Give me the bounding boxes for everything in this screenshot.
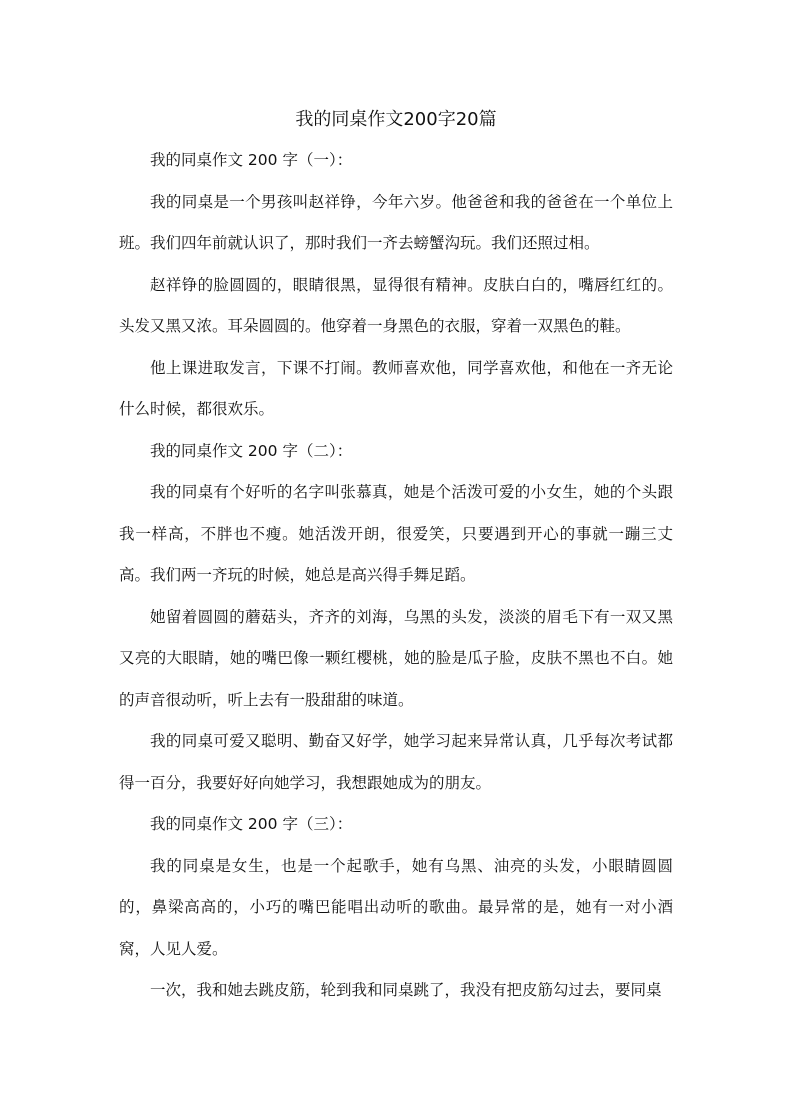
paragraph: 我的同桌是一个男孩叫赵祥铮，今年六岁。他爸爸和我的爸爸在一个单位上班。我们四年前就认识了，那时我们一齐去螃蟹沟玩。我们还照过相。 bbox=[119, 192, 673, 252]
section-heading-1: 我的同桌作文 200 字（一）： bbox=[150, 151, 353, 169]
document-body bbox=[119, 100, 673, 1012]
paragraph: 他上课进取发言，下课不打闹。教师喜欢他，同学喜欢他，和他在一齐无论什么时候，都很欢乐。 bbox=[119, 358, 673, 418]
paragraph: 我的同桌可爱又聪明、勤奋又好学，她学习起来异常认真，几乎每次考试都得一百分，我要好好向她学习，我想跟她成为的朋友。 bbox=[119, 732, 673, 792]
section-heading-3: 我的同桌作文 200 字（三）： bbox=[150, 815, 353, 833]
section-heading-2: 我的同桌作文 200 字（二）： bbox=[150, 441, 353, 460]
paragraph: 赵祥铮的脸圆圆的，眼睛很黑，显得很有精神。皮肤白白的，嘴唇红红的。头发又黑又浓。耳朵圆圆的。他穿着一身黑色的衣服，穿着一双黑色的鞋。 bbox=[119, 275, 673, 335]
document-title: 我的同桌作文200字20篇 bbox=[295, 109, 497, 130]
paragraph: 她留着圆圆的蘑菇头，齐齐的刘海，乌黑的头发，淡淡的眉毛下有一双又黑又亮的大眼睛，她的嘴巴像一颗红樱桃，她的脸是瓜子脸，皮肤不黑也不白。她的声音很动听，听上去有一股甜甜的味道。 bbox=[119, 607, 673, 709]
paragraph: 我的同桌是女生，也是一个起歌手，她有乌黑、油亮的头发，小眼睛圆圆的，鼻梁高高的，小巧的嘴巴能唱出动听的歌曲。最异常的是，她有一对小酒窝，人见人爱。 bbox=[119, 856, 673, 958]
paragraph: 一次，我和她去跳皮筋，轮到我和同桌跳了，我没有把皮筋勾过去，要同桌 bbox=[150, 981, 662, 999]
paragraph: 我的同桌有个好听的名字叫张慕真，她是个活泼可爱的小女生，她的个头跟我一样高，不胖也不瘦。她活泼开朗，很爱笑，只要遇到开心的事就一蹦三丈高。我们两一齐玩的时候，她总是高兴得手舞足蹈。 bbox=[119, 483, 673, 584]
